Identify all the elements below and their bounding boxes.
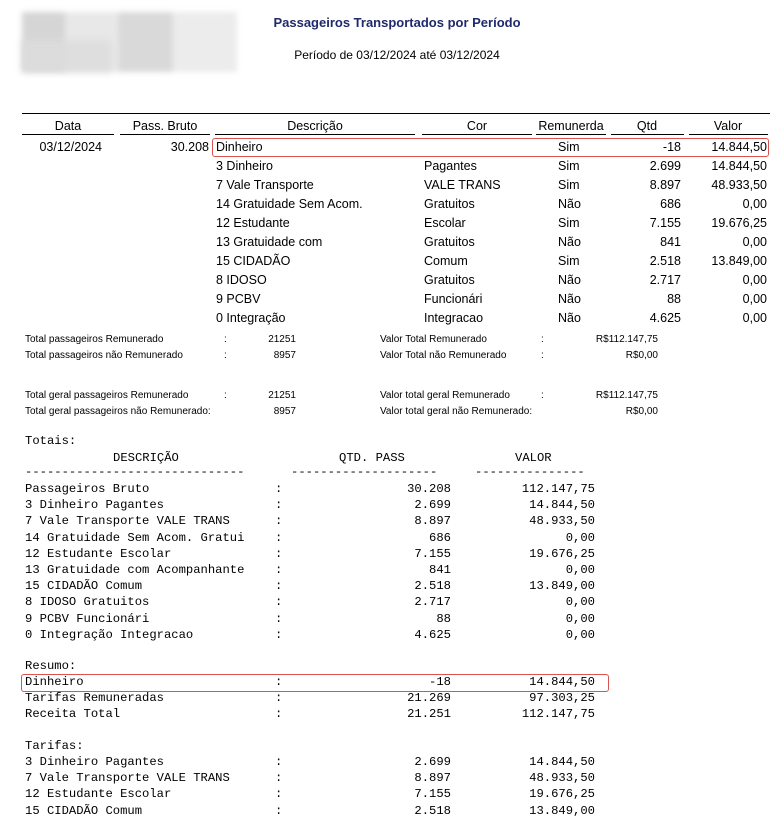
detail-valor: 14.844,50 bbox=[711, 159, 767, 173]
resumo-row-desc: Tarifas Remuneradas bbox=[25, 691, 164, 706]
detail-valor: 19.676,25 bbox=[711, 216, 767, 230]
detail-cor: Gratuitos bbox=[424, 235, 475, 249]
summary-colon: : bbox=[224, 390, 227, 401]
totais-row-colon: : bbox=[275, 530, 283, 545]
summary-money: R$0,00 bbox=[625, 350, 658, 361]
totais-row-colon: : bbox=[275, 627, 283, 642]
detail-remunerado: Sim bbox=[558, 159, 580, 173]
detail-qtd: 8.897 bbox=[649, 178, 681, 192]
totais-row-desc: 3 Dinheiro Pagantes bbox=[25, 498, 164, 513]
totais-row-colon: : bbox=[275, 563, 283, 577]
totais-row-qtd: 2.717 bbox=[414, 595, 451, 610]
summary-colon: : bbox=[224, 350, 227, 361]
detail-desc: 15 CIDADÃO bbox=[216, 254, 291, 268]
totais-row-qtd: 2.699 bbox=[414, 498, 451, 513]
highlight-box-dinheiro-resumo bbox=[21, 674, 609, 692]
detail-valor: 48.933,50 bbox=[711, 178, 767, 192]
col-rule-pass-bruto bbox=[120, 134, 210, 135]
totais-col-descricao: DESCRIÇÃO bbox=[113, 451, 179, 465]
detail-cor: Gratuitos bbox=[424, 273, 475, 287]
totais-row-valor: 112.147,75 bbox=[521, 482, 595, 496]
detail-cor: Integracao bbox=[424, 311, 484, 325]
summary-label: Total geral passageiros Remunerado bbox=[25, 390, 189, 401]
summary-value: 8957 bbox=[273, 350, 296, 361]
col-header-descricao: Descrição bbox=[287, 119, 343, 133]
detail-remunerado: Não bbox=[558, 235, 581, 249]
detail-valor: 0,00 bbox=[742, 311, 767, 325]
totais-row-desc: 12 Estudante Escolar bbox=[25, 546, 172, 561]
totais-row-qtd: 686 bbox=[429, 530, 451, 545]
detail-remunerado: Não bbox=[558, 273, 581, 287]
resumo-row-valor: 112.147,75 bbox=[521, 707, 595, 722]
totais-sep-descricao: ------------------------------ bbox=[25, 465, 245, 479]
detail-remunerado: Não bbox=[558, 292, 581, 306]
detail-desc: 14 Gratuidade Sem Acom. bbox=[216, 197, 363, 211]
tarifas-row-desc: 12 Estudante Escolar bbox=[25, 787, 172, 802]
summary-value-colon: : bbox=[541, 334, 544, 345]
resumo-heading: Resumo: bbox=[25, 659, 77, 673]
totais-row-colon: : bbox=[275, 611, 283, 626]
detail-desc: 8 IDOSO bbox=[216, 273, 267, 287]
detail-qtd: 686 bbox=[660, 197, 681, 211]
detail-valor: 13.849,00 bbox=[711, 254, 767, 268]
tarifas-heading: Tarifas: bbox=[25, 739, 84, 753]
tarifas-row-valor: 48.933,50 bbox=[529, 771, 595, 786]
detail-desc: 7 Vale Transporte bbox=[216, 178, 314, 192]
detail-qtd: 88 bbox=[667, 292, 681, 306]
resumo-row-colon: : bbox=[275, 707, 283, 722]
detail-cor: Escolar bbox=[424, 216, 466, 230]
detail-pass-bruto: 30.208 bbox=[170, 140, 209, 154]
detail-cor: Gratuitos bbox=[424, 197, 475, 211]
detail-remunerado: Não bbox=[558, 197, 581, 211]
col-rule-data bbox=[22, 134, 114, 135]
summary-value: 21251 bbox=[268, 334, 296, 345]
detail-desc: 13 Gratuidade com bbox=[216, 235, 323, 249]
summary-label: Total geral passageiros não Remunerado: bbox=[25, 406, 211, 417]
tarifas-row-qtd: 2.699 bbox=[414, 755, 451, 769]
resumo-row-valor: 14.844,50 bbox=[529, 675, 595, 689]
col-header-remunerda: Remunerda bbox=[538, 119, 604, 133]
detail-valor: 0,00 bbox=[742, 273, 767, 287]
detail-desc: 0 Integração bbox=[216, 311, 286, 325]
tarifas-row-desc: 15 CIDADÃO Comum bbox=[25, 803, 143, 818]
tarifas-row-colon: : bbox=[275, 771, 283, 786]
detail-qtd: 2.699 bbox=[649, 159, 681, 173]
detail-remunerado: Sim bbox=[558, 254, 580, 268]
totais-row-qtd: 4.625 bbox=[414, 627, 451, 642]
detail-remunerado: Não bbox=[558, 311, 581, 325]
report-period: Período de 03/12/2024 até 03/12/2024 bbox=[294, 48, 500, 62]
tarifas-row-qtd: 8.897 bbox=[414, 771, 451, 786]
col-rule-descricao bbox=[215, 134, 415, 135]
detail-qtd: -18 bbox=[662, 140, 681, 154]
totais-row-valor: 0,00 bbox=[565, 595, 595, 610]
summary-money: R$112.147,75 bbox=[595, 334, 658, 345]
detail-valor: 0,00 bbox=[742, 197, 767, 211]
totais-row-valor: 0,00 bbox=[565, 627, 595, 642]
totais-row-desc: 9 PCBV Funcionári bbox=[25, 611, 150, 626]
totais-row-valor: 14.844,50 bbox=[529, 498, 595, 513]
detail-qtd: 2.717 bbox=[649, 273, 681, 287]
totais-row-qtd: 8.897 bbox=[414, 514, 451, 529]
detail-desc: Dinheiro bbox=[216, 140, 263, 154]
detail-cor: Funcionári bbox=[424, 292, 483, 306]
col-header-cor: Cor bbox=[466, 119, 488, 133]
summary-value-label: Valor Total não Remunerado bbox=[380, 350, 507, 361]
resumo-row-desc: Receita Total bbox=[25, 707, 121, 722]
totais-row-desc: 14 Gratuidade Sem Acom. Gratui bbox=[25, 530, 245, 545]
col-rule-valor bbox=[689, 134, 768, 135]
totais-sep-qtd: -------------------- bbox=[291, 465, 438, 479]
detail-cor: Comum bbox=[424, 254, 468, 268]
tarifas-row-colon: : bbox=[275, 787, 283, 802]
summary-value-label: Valor total geral Remunerado bbox=[380, 390, 510, 401]
totais-row-valor: 13.849,00 bbox=[529, 579, 595, 594]
summary-value-colon: : bbox=[541, 390, 544, 401]
resumo-row-colon: : bbox=[275, 675, 283, 689]
detail-cor: VALE TRANS bbox=[424, 178, 501, 192]
col-rule-cor bbox=[422, 134, 532, 135]
totais-row-colon: : bbox=[275, 595, 283, 610]
detail-valor: 0,00 bbox=[742, 235, 767, 249]
header-top-rule bbox=[22, 113, 770, 114]
tarifas-row-qtd: 7.155 bbox=[414, 787, 451, 802]
totais-col-qtd: QTD. PASS bbox=[339, 451, 405, 465]
totais-row-qtd: 88 bbox=[436, 611, 451, 626]
totais-row-desc: 8 IDOSO Gratuitos bbox=[25, 595, 150, 610]
col-rule-qtd bbox=[611, 134, 684, 135]
tarifas-row-colon: : bbox=[275, 755, 283, 769]
tarifas-row-valor: 19.676,25 bbox=[529, 787, 595, 802]
totais-row-valor: 0,00 bbox=[565, 611, 595, 626]
detail-qtd: 7.155 bbox=[649, 216, 681, 230]
detail-desc: 3 Dinheiro bbox=[216, 159, 273, 173]
resumo-row-qtd: 21.269 bbox=[407, 691, 451, 706]
totais-row-qtd: 841 bbox=[429, 563, 451, 577]
detail-desc: 9 PCBV bbox=[216, 292, 261, 306]
summary-label: Total passageiros Remunerado bbox=[25, 334, 164, 345]
tarifas-row-valor: 14.844,50 bbox=[529, 755, 595, 769]
detail-remunerado: Sim bbox=[558, 216, 580, 230]
highlight-box-dinheiro-detail bbox=[212, 138, 769, 157]
tarifas-row-desc: 3 Dinheiro Pagantes bbox=[25, 755, 164, 769]
tarifas-row-desc: 7 Vale Transporte VALE TRANS bbox=[25, 771, 230, 786]
resumo-row-valor: 97.303,25 bbox=[529, 691, 595, 706]
totais-col-valor: VALOR bbox=[515, 451, 552, 465]
totais-row-colon: : bbox=[275, 546, 283, 561]
detail-valor: 0,00 bbox=[742, 292, 767, 306]
totais-row-colon: : bbox=[275, 482, 283, 496]
summary-value-colon: : bbox=[541, 350, 544, 361]
totais-row-desc: 13 Gratuidade com Acompanhante bbox=[25, 563, 245, 577]
totais-row-desc: 15 CIDADÃO Comum bbox=[25, 579, 143, 594]
detail-desc: 12 Estudante bbox=[216, 216, 290, 230]
col-header-qtd: Qtd bbox=[636, 119, 658, 133]
detail-valor: 14.844,50 bbox=[711, 140, 767, 154]
summary-money: R$0,00 bbox=[625, 406, 658, 417]
tarifas-row-qtd: 2.518 bbox=[414, 803, 451, 818]
resumo-row-colon: : bbox=[275, 691, 283, 706]
totais-row-colon: : bbox=[275, 498, 283, 513]
totais-row-qtd: 2.518 bbox=[414, 579, 451, 594]
summary-money: R$112.147,75 bbox=[595, 390, 658, 401]
detail-date: 03/12/2024 bbox=[39, 140, 102, 154]
col-rule-remunerda bbox=[536, 134, 606, 135]
resumo-row-qtd: 21.251 bbox=[407, 707, 451, 722]
col-header-pass-bruto: Pass. Bruto bbox=[132, 119, 198, 133]
summary-label: Total passageiros não Remunerado bbox=[25, 350, 183, 361]
totais-sep-valor: --------------- bbox=[475, 465, 585, 479]
totais-row-desc: 7 Vale Transporte VALE TRANS bbox=[25, 514, 230, 529]
totais-row-qtd: 30.208 bbox=[407, 482, 451, 496]
report-title: Passageiros Transportados por Período bbox=[273, 15, 521, 30]
tarifas-row-valor: 13.849,00 bbox=[529, 803, 595, 818]
totais-heading: Totais: bbox=[25, 434, 77, 448]
totais-row-qtd: 7.155 bbox=[414, 546, 451, 561]
resumo-row-qtd: -18 bbox=[429, 675, 451, 689]
summary-value: 21251 bbox=[268, 390, 296, 401]
summary-value-label: Valor total geral não Remunerado: bbox=[380, 406, 533, 417]
detail-remunerado: Sim bbox=[558, 178, 580, 192]
totais-row-colon: : bbox=[275, 579, 283, 594]
totais-row-valor: 0,00 bbox=[565, 530, 595, 545]
resumo-row-desc: Dinheiro bbox=[25, 675, 84, 689]
summary-colon: : bbox=[224, 334, 227, 345]
totais-row-valor: 0,00 bbox=[565, 563, 595, 577]
detail-qtd: 4.625 bbox=[649, 311, 681, 325]
col-header-valor: Valor bbox=[713, 119, 743, 133]
totais-row-desc: 0 Integração Integracao bbox=[25, 627, 194, 642]
detail-qtd: 2.518 bbox=[649, 254, 681, 268]
detail-qtd: 841 bbox=[660, 235, 681, 249]
totais-row-colon: : bbox=[275, 514, 283, 529]
tarifas-row-colon: : bbox=[275, 803, 283, 818]
totais-row-valor: 48.933,50 bbox=[529, 514, 595, 529]
summary-value-label: Valor Total Remunerado bbox=[380, 334, 487, 345]
totais-row-desc: Passageiros Bruto bbox=[25, 482, 150, 496]
summary-value: 8957 bbox=[273, 406, 296, 417]
col-header-data: Data bbox=[54, 119, 82, 133]
detail-remunerado: Sim bbox=[558, 140, 580, 154]
totais-row-valor: 19.676,25 bbox=[529, 546, 595, 561]
detail-cor: Pagantes bbox=[424, 159, 477, 173]
